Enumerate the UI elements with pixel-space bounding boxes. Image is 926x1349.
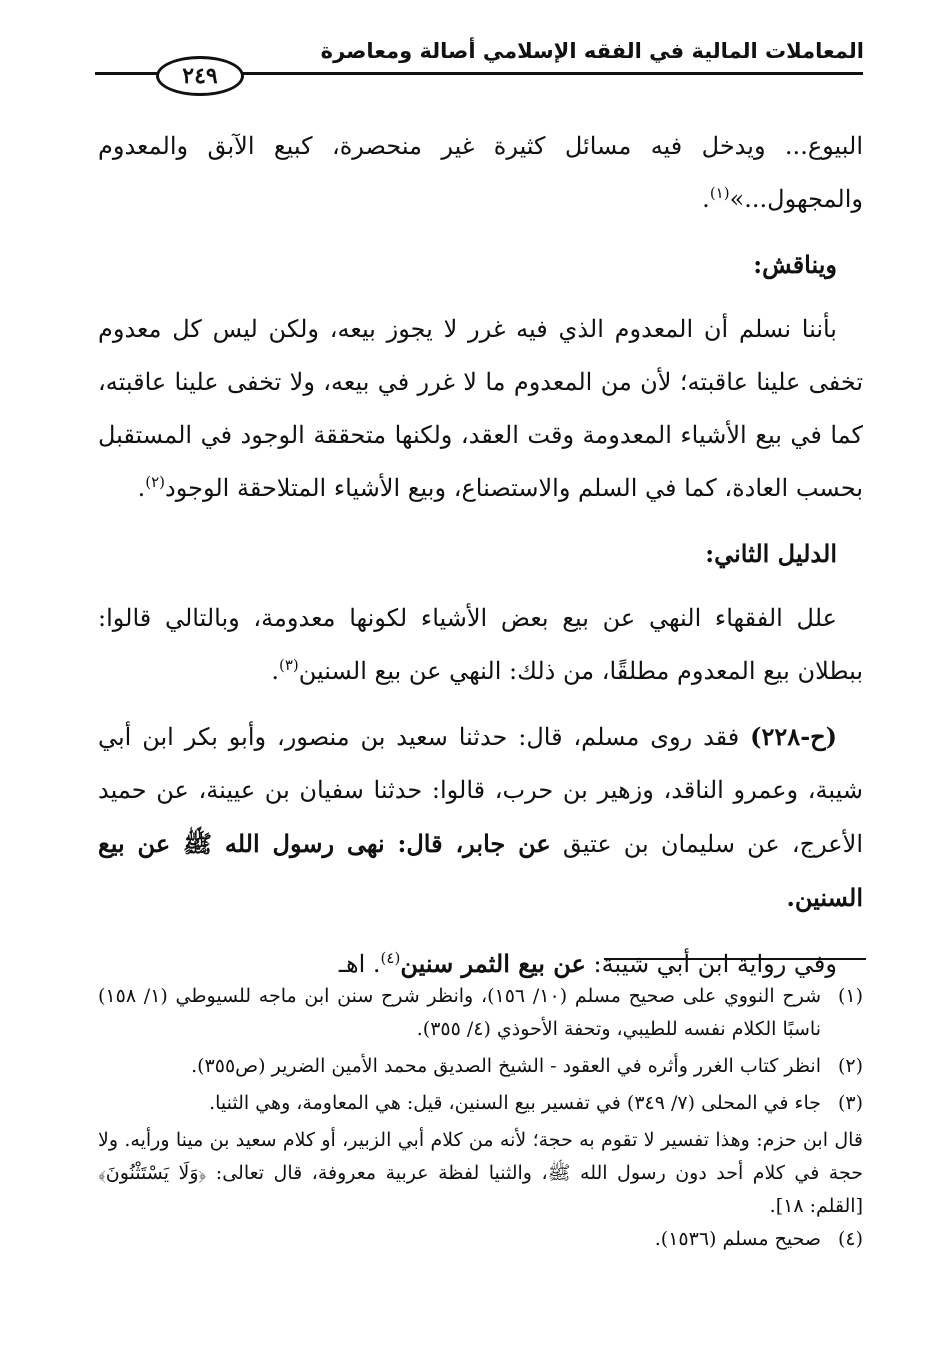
footnote-3 xyxy=(98,1087,863,1120)
paragraph-3-text: علل الفقهاء النهي عن بيع بعض الأشياء لكونها معدومة، وبالتالي قالوا: ببطلان بيع المعدوم مطلقًا، من ذلك: النهي عن بيع السنين xyxy=(98,604,863,685)
footnote-1-text: شرح النووي على صحيح مسلم (١٠/ ١٥٦)، وانظر شرح سنن ابن ماجه للسيوطي (١/ ١٥٨) ناسبًا الكلام نفسه للطيبي، وتحفة الأحوذي (٤/ ٣٥٥). xyxy=(98,985,821,1040)
footnote-4-text: صحيح مسلم (١٥٣٦). xyxy=(654,1228,821,1250)
footnote-2-number: (٢) xyxy=(837,1055,863,1077)
paragraph-1 xyxy=(98,120,863,226)
paragraph-2-text: بأننا نسلم أن المعدوم الذي فيه غرر لا يجوز بيعه، ولكن ليس كل معدوم تخفى علينا عاقبته؛ لأن من المعدوم ما لا غرر في بيعه، ولا تخفى علينا عاقبته، كما في بيع الأشياء المعدومة وقت العقد، ولكنها متحققة الوجود في المستقبل بحسب العادة، كما في السلم والاستصناع، وبيع الأشياء المتلاحقة الوجود xyxy=(98,315,863,502)
footnote-ref-2: (٢) xyxy=(145,473,166,491)
footnote-ref-4: (٤) xyxy=(380,949,401,967)
footnote-2 xyxy=(98,1050,863,1083)
footnote-ref-1: (١) xyxy=(709,184,730,202)
footnote-3-text: جاء في المحلى (٧/ ٣٤٩) في تفسير بيع السنين، قيل: هي المعاومة، وهي الثنيا. xyxy=(209,1092,821,1114)
paragraph-2-end: . xyxy=(137,474,146,502)
footnote-ref-3: (٣) xyxy=(278,656,299,674)
paragraph-2 xyxy=(98,303,863,515)
paragraph-5-quote: عن بيع الثمر سنين xyxy=(400,949,586,978)
footnote-2-text: انظر كتاب الغرر وأثره في العقود - الشيخ الصديق محمد الأمين الضرير (ص٣٥٥). xyxy=(191,1055,821,1077)
paragraph-1-text: البيوع... ويدخل فيه مسائل كثيرة غير منحصرة، كبيع الآبق والمعدوم والمجهول...» xyxy=(98,132,863,213)
paragraph-5-prefix: وفي رواية ابن أبي شيبة: xyxy=(585,950,837,978)
footnote-4-number: (٤) xyxy=(837,1228,863,1250)
running-header-title: المعاملات المالية في الفقه الإسلامي أصالة ومعاصرة xyxy=(320,39,864,63)
hadith-text: عن جابر، قال: نهى رسول الله ﷺ عن بيع السنين. xyxy=(98,829,863,912)
paragraph-3 xyxy=(98,592,863,698)
main-text xyxy=(98,120,863,991)
section-heading-objection: ويناقش: xyxy=(753,250,837,279)
footnote-3-continuation: قال ابن حزم: وهذا تفسير لا تقوم به حجة؛ لأنه من كلام أبي الزبير، أو كلام سعيد بن مينا ورأيه. ولا حجة في كلام أحد دون رسول الله ﷺ، والثنيا لفظة عربية معروفة، قال تعالى: ﴿وَلَا يَسْتَثْنُونَ﴾ [القلم: ١٨]. xyxy=(98,1129,863,1217)
hadith-number: (ح-٢٢٨) xyxy=(750,722,837,751)
footnote-1-number: (١) xyxy=(837,985,863,1007)
page-number: ٢٤٩ xyxy=(156,56,244,96)
footnote-separator xyxy=(604,958,866,960)
footnote-3-body xyxy=(98,1087,821,1120)
paragraph-3-end: . xyxy=(271,657,279,685)
paragraph-5-end: . اهـ xyxy=(338,950,381,978)
footnote-1 xyxy=(98,980,863,1046)
hadith-paragraph xyxy=(98,710,863,925)
paragraph-1-end: . xyxy=(702,185,710,213)
footnote-3-number: (٣) xyxy=(837,1092,863,1114)
footnotes xyxy=(98,980,863,1260)
hadith-chain: فقد روى مسلم، قال: حدثنا سعيد بن منصور، وأبو بكر ابن أبي شيبة، وعمرو الناقد، وزهير بن حرب، قالوا: حدثنا سفيان بن عيينة، عن حميد الأعرج، عن سليمان بن عتيق xyxy=(98,723,863,858)
section-heading-second-evidence: الدليل الثاني: xyxy=(705,539,837,568)
footnote-4 xyxy=(98,1223,863,1256)
